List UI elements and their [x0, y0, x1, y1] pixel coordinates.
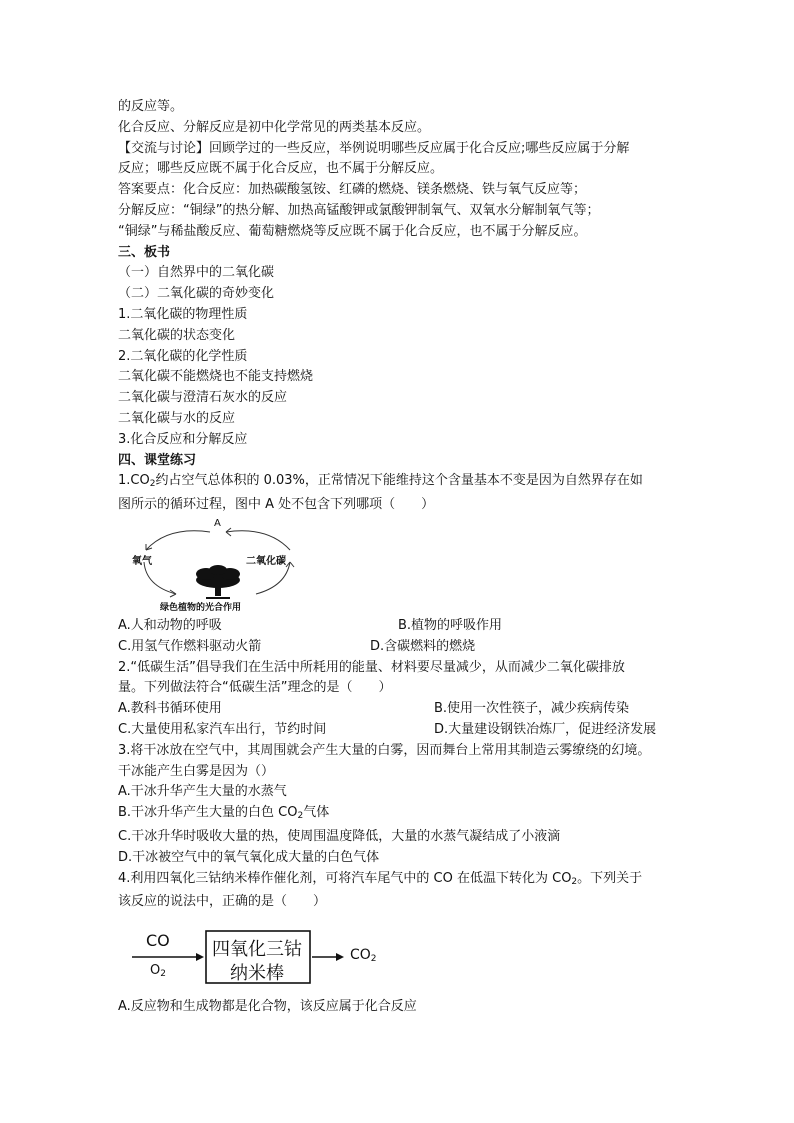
text-line: 的反应等。: [118, 99, 184, 114]
board-item: 2.二氧化碳的化学性质: [118, 348, 248, 364]
q1-options-row-2: [118, 637, 678, 658]
product-co2: [350, 947, 377, 964]
section-heading-practice: 四、课堂练习: [118, 452, 197, 468]
q3-option-b-sub: 2: [297, 811, 304, 822]
q3-option-a[interactable]: A.干冰升华产生大量的水蒸气: [118, 784, 287, 800]
question-2-stem: 2.“低碳生活”倡导我们在生活中所耗用的能量、材料要尽量减少，从而减少二氧化碳排放: [118, 659, 625, 675]
board-item: （一）自然界中的二氧化碳: [118, 265, 275, 281]
q3-option-c[interactable]: C.干冰升华时吸收大量的热，使周围温度降低，大量的水蒸气凝结成了小液滴: [118, 828, 561, 844]
q3-option-d[interactable]: D.干冰被空气中的氧气氧化成大量的白色气体: [118, 849, 380, 865]
q4-stem-post: 。下列关于: [577, 870, 643, 886]
text-line: 答案要点：化合反应：加热碳酸氢铵、红磷的燃烧、镁条燃烧、铁与氧气反应等；: [118, 182, 587, 198]
q3-option-b-pre: B.干冰升华产生大量的白色 CO: [118, 805, 298, 821]
document-page: [118, 97, 678, 1018]
board-item: 3.化合反应和分解反应: [118, 431, 248, 447]
text-line: 【交流与讨论】回顾学过的一些反应，举例说明哪些反应属于化合反应;哪些反应属于分解: [118, 140, 630, 156]
catalyst-line-1: 四氧化三钴: [212, 939, 302, 961]
question-1-stem-2: 图所示的循环过程，图中 A 处不包含下列哪项（ ）: [118, 497, 435, 513]
cycle-label-co2: 二氧化碳: [246, 555, 286, 567]
q4-stem-pre: 4.利用四氧化三钴纳米棒作催化剂，可将汽车尾气中的 CO 在低温下转化为 CO: [118, 870, 572, 886]
carbon-cycle-figure: [128, 518, 308, 614]
text-line: 化合反应、分解反应是初中化学常见的两类基本反应。: [118, 119, 431, 135]
q2-option-a[interactable]: A.教科书循环使用: [118, 701, 222, 717]
board-item: 二氧化碳与水的反应: [118, 410, 236, 426]
reaction-diagram: [130, 925, 390, 989]
cycle-caption: 绿色植物的光合作用: [160, 602, 242, 613]
text-line: “铜绿”与稀盐酸反应、葡萄糖燃烧等反应既不属于化合反应，也不属于分解反应。: [118, 223, 587, 239]
question-2-stem-2: 量。下列做法符合“低碳生活”理念的是（ ）: [118, 680, 392, 696]
question-4-stem: [118, 869, 678, 893]
q1-option-d[interactable]: D.含碳燃料的燃烧: [370, 638, 476, 654]
board-item: 二氧化碳不能燃烧也不能支持燃烧: [118, 369, 314, 385]
q2-options-row-2: [118, 720, 678, 741]
board-item: 1.二氧化碳的物理性质: [118, 306, 248, 322]
q2-option-c[interactable]: C.大量使用私家汽车出行，节约时间: [118, 721, 327, 737]
section-heading-board: 三、板书: [118, 244, 171, 260]
text-line: 分解反应：“铜绿”的热分解、加热高锰酸钾或氯酸钾制氧气、双氧水分解制氧气等；: [118, 202, 600, 218]
board-item: 二氧化碳的状态变化: [118, 327, 236, 343]
q3-option-b[interactable]: [118, 803, 678, 827]
q2-options-row-1: [118, 699, 678, 720]
board-item: 二氧化碳与澄清石灰水的反应: [118, 390, 288, 406]
q2-option-d[interactable]: D.大量建设钢铁冶炼厂，促进经济发展: [434, 721, 657, 737]
q4-option-a[interactable]: A.反应物和生成物都是化合物，该反应属于化合反应: [118, 999, 417, 1015]
cycle-label-oxygen: 氧气: [132, 555, 152, 567]
question-1-stem: [118, 471, 678, 495]
q1-stem-post: 约占空气总体积的 0.03%，正常情况下能维持这个含量基本不变是因为自然界存在如: [155, 473, 643, 489]
q3-option-b-post: 气体: [303, 805, 330, 821]
q1-stem-pre: 1.CO: [118, 473, 150, 489]
cycle-label-top: A: [214, 517, 221, 529]
question-3-stem: 3.将干冰放在空气中，其周围就会产生大量的白雾，因而舞台上常用其制造云雾缭绕的幻境。: [118, 742, 651, 758]
q1-stem-sub: 2: [149, 479, 156, 490]
reactant-o2-pre: O: [150, 963, 161, 979]
q1-option-b[interactable]: B.植物的呼吸作用: [398, 617, 503, 633]
q4-stem-sub: 2: [571, 876, 578, 887]
q1-option-a[interactable]: A.人和动物的呼吸: [118, 617, 222, 633]
reactant-o2: [150, 963, 166, 979]
product-co2-pre: CO: [350, 947, 371, 964]
question-4-stem-2: 该反应的说法中，正确的是（ ）: [118, 894, 327, 910]
catalyst-line-2: 纳米棒: [230, 963, 284, 985]
text-line: 反应；哪些反应既不属于化合反应，也不属于分解反应。: [118, 161, 444, 177]
q2-option-b[interactable]: B.使用一次性筷子，减少疾病传染: [434, 701, 630, 717]
reactant-co: CO: [146, 931, 170, 951]
q1-options-row-1: [118, 616, 678, 637]
board-item: （二）二氧化碳的奇妙变化: [118, 286, 275, 302]
reactant-o2-sub: 2: [160, 969, 166, 980]
product-co2-sub: 2: [370, 954, 377, 965]
q1-option-c[interactable]: C.用氢气作燃料驱动火箭: [118, 638, 262, 654]
question-3-stem-2: 干冰能产生白雾是因为（）: [118, 763, 275, 779]
